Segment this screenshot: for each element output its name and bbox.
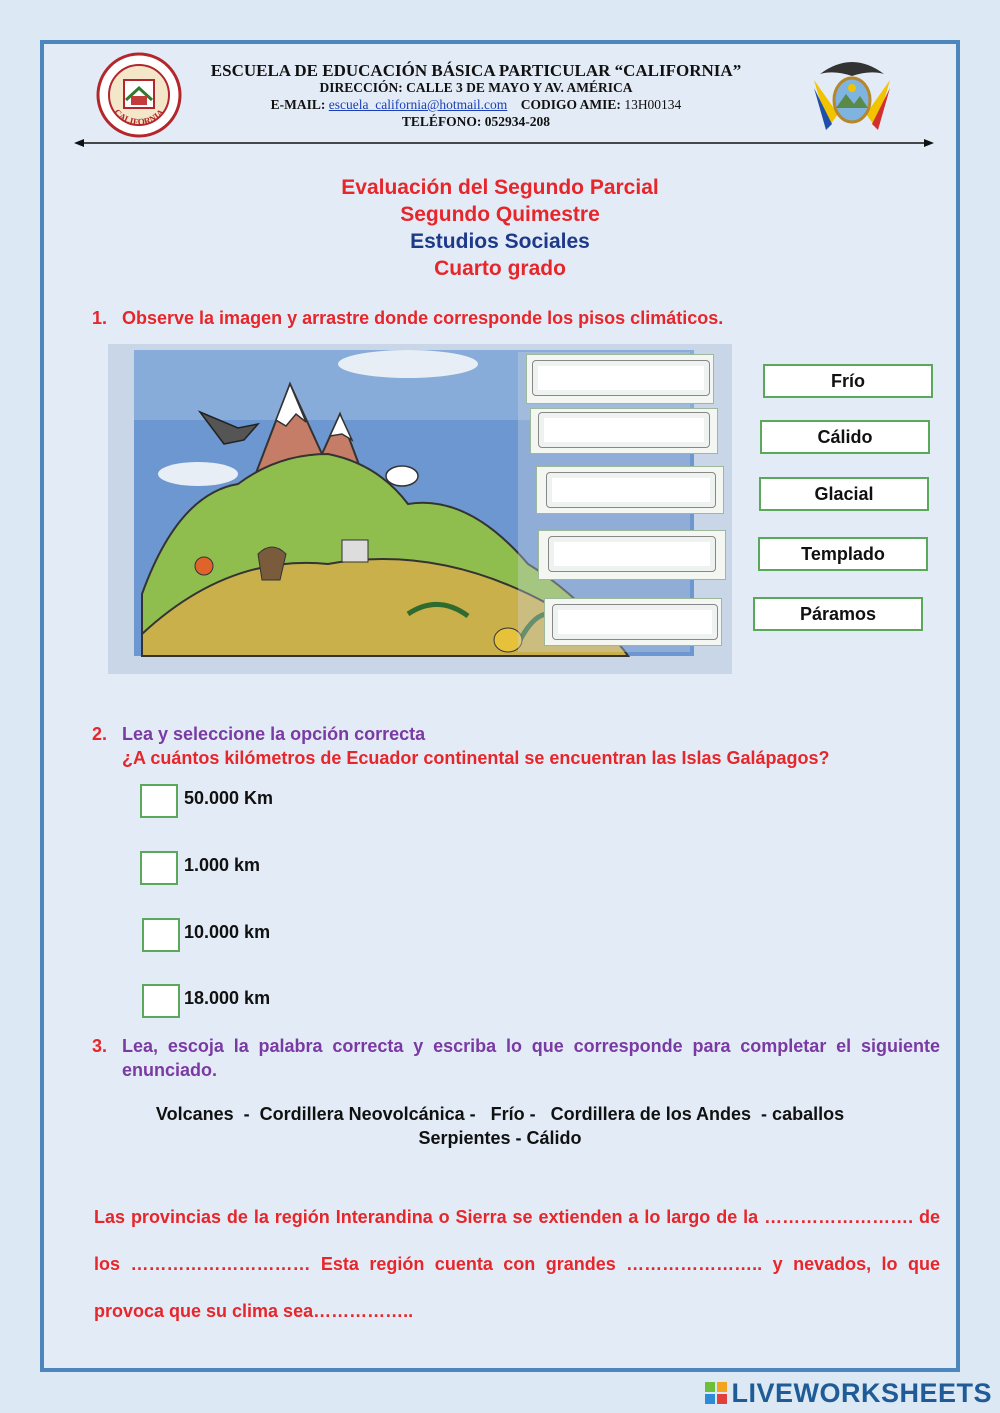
liveworksheets-logo	[705, 1378, 992, 1409]
amie-code: 13H00134	[624, 97, 682, 112]
email-link[interactable]: escuela_california@hotmail.com	[328, 97, 508, 112]
drop-zone-1[interactable]	[532, 360, 710, 396]
liveworksheets-icon	[705, 1382, 727, 1404]
option-2-checkbox[interactable]	[140, 851, 178, 885]
drop-zone-3[interactable]	[546, 472, 716, 508]
school-header	[136, 62, 816, 130]
drop-zone-2[interactable]	[538, 412, 710, 448]
email-label: E-MAIL:	[270, 97, 326, 112]
draggable-chip-glacial[interactable]: Glacial	[759, 477, 929, 511]
draggable-chip-templado[interactable]: Templado	[758, 537, 928, 571]
question-1	[92, 308, 723, 329]
option-1-checkbox[interactable]	[140, 784, 178, 818]
brand-text: LIVEWORKSHEETS	[731, 1378, 992, 1408]
question-2-number: 2.	[92, 724, 108, 744]
title-term: Segundo Quimestre	[400, 203, 600, 226]
drop-zone-5[interactable]	[552, 604, 718, 640]
draggable-chip-calido[interactable]: Cálido	[760, 420, 930, 454]
question-3-text: Lea, escoja la palabra correcta y escriba lo que corresponde para completar el siguiente enunciado.	[122, 1036, 940, 1080]
word-bank-line-1: Volcanes - Cordillera Neovolcánica - Frío - Cordillera de los Andes - caballos	[155, 1104, 845, 1124]
option-3-checkbox[interactable]	[142, 918, 180, 952]
option-4-label: 18.000 km	[184, 988, 271, 1008]
option-3-label: 10.000 km	[184, 922, 271, 942]
question-3	[92, 1034, 940, 1082]
title-evaluation: Evaluación del Segundo Parcial	[341, 176, 659, 199]
option-2-label: 1.000 km	[184, 855, 261, 875]
climate-floors-illustration	[108, 344, 732, 674]
school-address: DIRECCIÓN: CALLE 3 DE MAYO Y AV. AMÉRICA	[319, 80, 633, 95]
question-2	[92, 722, 830, 770]
school-contact	[136, 96, 816, 113]
question-2-text: ¿A cuántos kilómetros de Ecuador continental se encuentran las Islas Galápagos?	[122, 748, 830, 768]
page-titles	[44, 174, 956, 282]
word-bank-line-2: Serpientes - Cálido	[418, 1128, 582, 1148]
title-subject: Estudios Sociales	[410, 230, 590, 253]
draggable-chip-frio[interactable]: Frío	[763, 364, 933, 398]
amie-label: CODIGO AMIE:	[520, 97, 621, 112]
question-1-text: Observe la imagen y arrastre donde corresponde los pisos climáticos.	[122, 308, 724, 328]
school-phone: TELÉFONO: 052934-208	[401, 114, 551, 129]
drop-zone-4[interactable]	[548, 536, 716, 572]
option-1-label: 50.000 Km	[184, 788, 274, 808]
option-4-checkbox[interactable]	[142, 984, 180, 1018]
title-grade: Cuarto grado	[434, 257, 566, 280]
svg-text:CALIFORNIA: CALIFORNIA	[112, 107, 166, 128]
question-3-number: 3.	[92, 1036, 108, 1056]
question-1-number: 1.	[92, 308, 108, 328]
question-2-instruction: Lea y seleccione la opción correcta	[122, 724, 426, 744]
school-name: ESCUELA DE EDUCACIÓN BÁSICA PARTICULAR “CALIFORNIA”	[210, 61, 742, 80]
draggable-chip-paramos[interactable]: Páramos	[753, 597, 923, 631]
worksheet	[40, 40, 960, 1372]
ecuador-coat-of-arms-icon	[810, 54, 894, 134]
word-bank	[44, 1102, 956, 1150]
fill-in-paragraph[interactable]: Las provincias de la región Interandina o Sierra se extienden a lo largo de la ……………………. de los ………………………… Esta región cuenta con grandes ………………….. y nevados, lo que provoca que su clima sea……………..	[94, 1207, 940, 1321]
header-divider	[74, 138, 934, 148]
